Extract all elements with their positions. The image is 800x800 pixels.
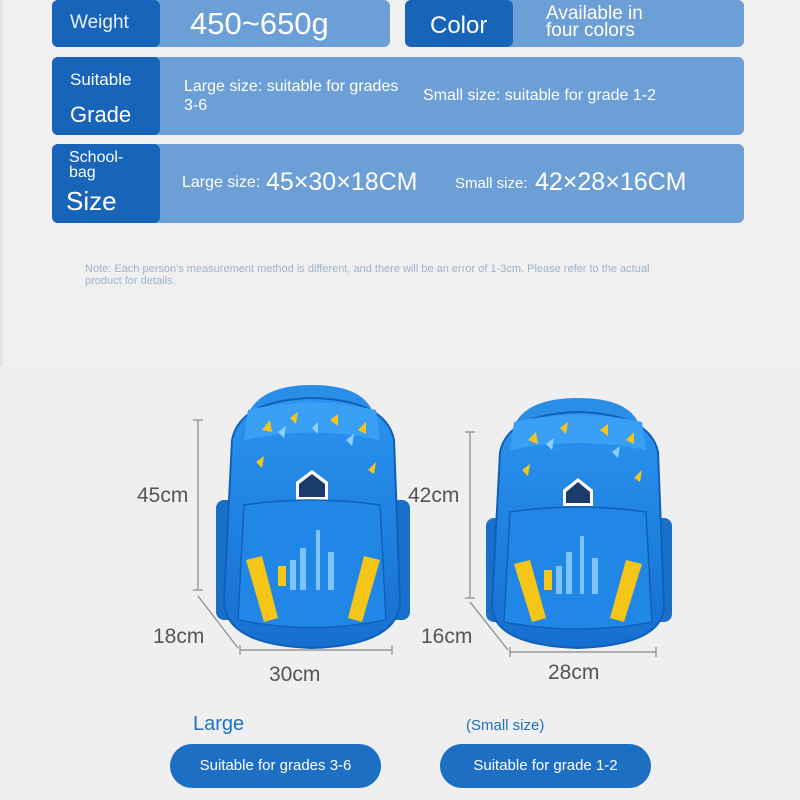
small-caption: (Small size)	[466, 717, 545, 734]
small-grade-button[interactable]: Suitable for grade 1-2	[440, 744, 651, 788]
large-width-label: 30cm	[269, 663, 321, 686]
color-value-line2: four colors	[546, 20, 635, 41]
small-width-label: 28cm	[548, 661, 600, 684]
grade-label-line2: Grade	[70, 102, 132, 127]
color-label: Color	[430, 12, 488, 39]
large-depth-label: 18cm	[153, 625, 205, 648]
grade-small: Small size: suitable for grade 1-2	[423, 87, 656, 104]
grade-label-line1: Suitable	[70, 70, 132, 89]
size-label-line3: Size	[66, 186, 117, 216]
large-grade-button[interactable]: Suitable for grades 3-6	[170, 744, 381, 788]
large-backpack-image	[216, 385, 410, 648]
size-large-prefix: Large size:	[182, 174, 261, 191]
size-small-prefix: Small size:	[455, 175, 528, 192]
weight-value: 450~650g	[190, 6, 329, 41]
small-height-label: 42cm	[408, 484, 460, 507]
grade-large-line2: 3-6	[184, 97, 208, 114]
small-depth-label: 16cm	[421, 625, 473, 648]
size-label-line1: School-	[69, 149, 124, 166]
small-backpack-image	[486, 398, 672, 648]
grade-large-line1: Large size: suitable for grades	[184, 78, 399, 95]
size-label-line2: bag	[69, 164, 96, 181]
large-caption: Large	[193, 713, 245, 735]
weight-label: Weight	[70, 12, 129, 33]
large-height-label: 45cm	[137, 484, 189, 507]
color-value-line1: Available in	[546, 3, 643, 24]
measurement-note: Note: Each person's measurement method is different, and there will be an error of 1-3cm. Please refer to the actual product for details.	[85, 263, 650, 287]
size-small-value: 42×28×16CM	[535, 168, 687, 196]
size-large-value: 45×30×18CM	[266, 168, 418, 196]
